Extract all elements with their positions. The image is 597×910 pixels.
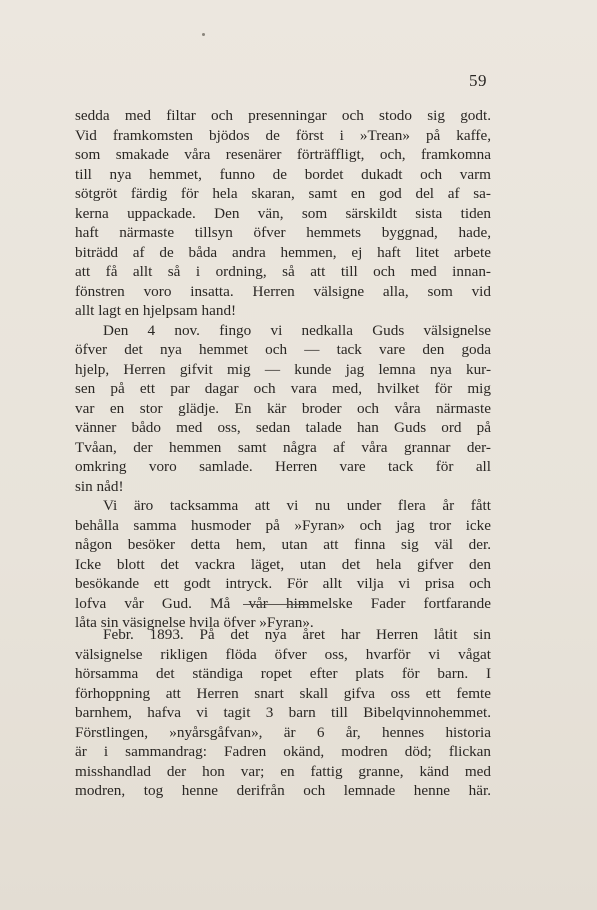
text-line: allt lagt en hjelpsam hand!	[75, 302, 237, 319]
text-line: sin nåd!	[75, 477, 124, 495]
text-line: välsignelse rikligen flöda öfver oss, hvarför vi vågat	[75, 645, 491, 663]
text-line: besökande ett godt intryck. För allt vilja vi prisa och	[75, 575, 491, 592]
text-line: modren, tog henne derifrån och lemnade henne här.	[75, 782, 491, 799]
text-line: någon besöker detta hem, utan att finna sig väl der.	[75, 536, 491, 553]
text-line: behålla samma husmoder på »Fyran» och jag tror icke	[75, 516, 491, 534]
text-line: haft närmaste tillsyn öfver hemmets byggnad, hade,	[75, 224, 491, 241]
text-line: sen på ett par dagar och vara med, hvilket för mig	[75, 380, 491, 397]
text-line: låta sin väsignelse hvila öfver »Fyran».	[75, 614, 314, 631]
text-line: Den 4 nov. fingo vi nedkalla Guds välsignelse	[103, 321, 491, 339]
text-line: misshandlad der hon var; en fattig granne, känd med	[75, 762, 491, 780]
text-line: Vid framkomsten bjödos de först i »Trean» på kaffe,	[75, 126, 491, 144]
text-line: biträdd af de båda andra hemmen, ej haft litet arbete	[75, 243, 491, 261]
text-line: Tvåan, der hemmen samt några af våra grannar der-	[75, 438, 491, 456]
text-line: fönstren voro insatta. Herren välsigne alla, som vid	[75, 282, 491, 300]
page-speck	[202, 33, 205, 36]
text-line: omkring voro samlade. Herren vare tack för all	[75, 458, 491, 475]
text-line: vänner bådo med oss, sedan talade han Guds ord på	[75, 419, 491, 436]
text-line: Febr. 1893. På det nya året har Herren låtit sin	[103, 626, 491, 643]
text-line: hörsamma det ständiga ropet efter plats för barn. I	[75, 665, 491, 682]
text-block-top	[75, 106, 491, 633]
text-line: förhoppning att Herren snart skall gifva oss ett femte	[75, 684, 491, 702]
paragraph-3	[75, 496, 491, 633]
text-line: är i sammandrag: Fadren okänd, modren död; flickan	[75, 743, 491, 760]
text-line: till nya hemmet, funno de bordet dukadt och varm	[75, 165, 491, 183]
paragraph-2	[75, 321, 491, 497]
page-number: 59	[469, 71, 487, 90]
paragraph-1	[75, 106, 491, 321]
text-line: Icke blott det vackra läget, utan det hela gifver den	[75, 555, 491, 573]
text-block-bottom	[75, 625, 491, 801]
text-line: sedda med filtar och presenningar och stodo sig godt.	[75, 107, 491, 124]
text-line: som smakade våra resenärer förträffligt, och, framkomna	[75, 146, 491, 163]
text-line: att få allt så i ordning, så att till och med innan-	[75, 263, 491, 280]
paragraph-4	[75, 625, 491, 801]
text-line: Förstlingen, »nyårsgåfvan», är 6 år, hennes historia	[75, 723, 491, 741]
text-line: var en stor glädje. En kär broder och våra närmaste	[75, 399, 491, 417]
text-line: barnhem, hafva vi tagit 3 barn till Bibelqvinnohemmet.	[75, 704, 491, 721]
text-line: öfver det nya hemmet och — tack vare den goda	[75, 341, 491, 358]
text-line: hjelp, Herren gifvit mig — kunde jag lemna nya kur-	[75, 360, 491, 378]
text-line: sötgröt färdig för hela skaran, samt en god del af sa-	[75, 185, 491, 202]
section-divider	[243, 604, 309, 605]
text-line: Vi äro tacksamma att vi nu under flera år fått	[103, 497, 491, 514]
text-line: kerna uppackade. Den vän, som särskildt sista tiden	[75, 204, 491, 222]
text-line: lofva vår Gud. Må vår himmelske Fader fortfarande	[75, 594, 491, 612]
